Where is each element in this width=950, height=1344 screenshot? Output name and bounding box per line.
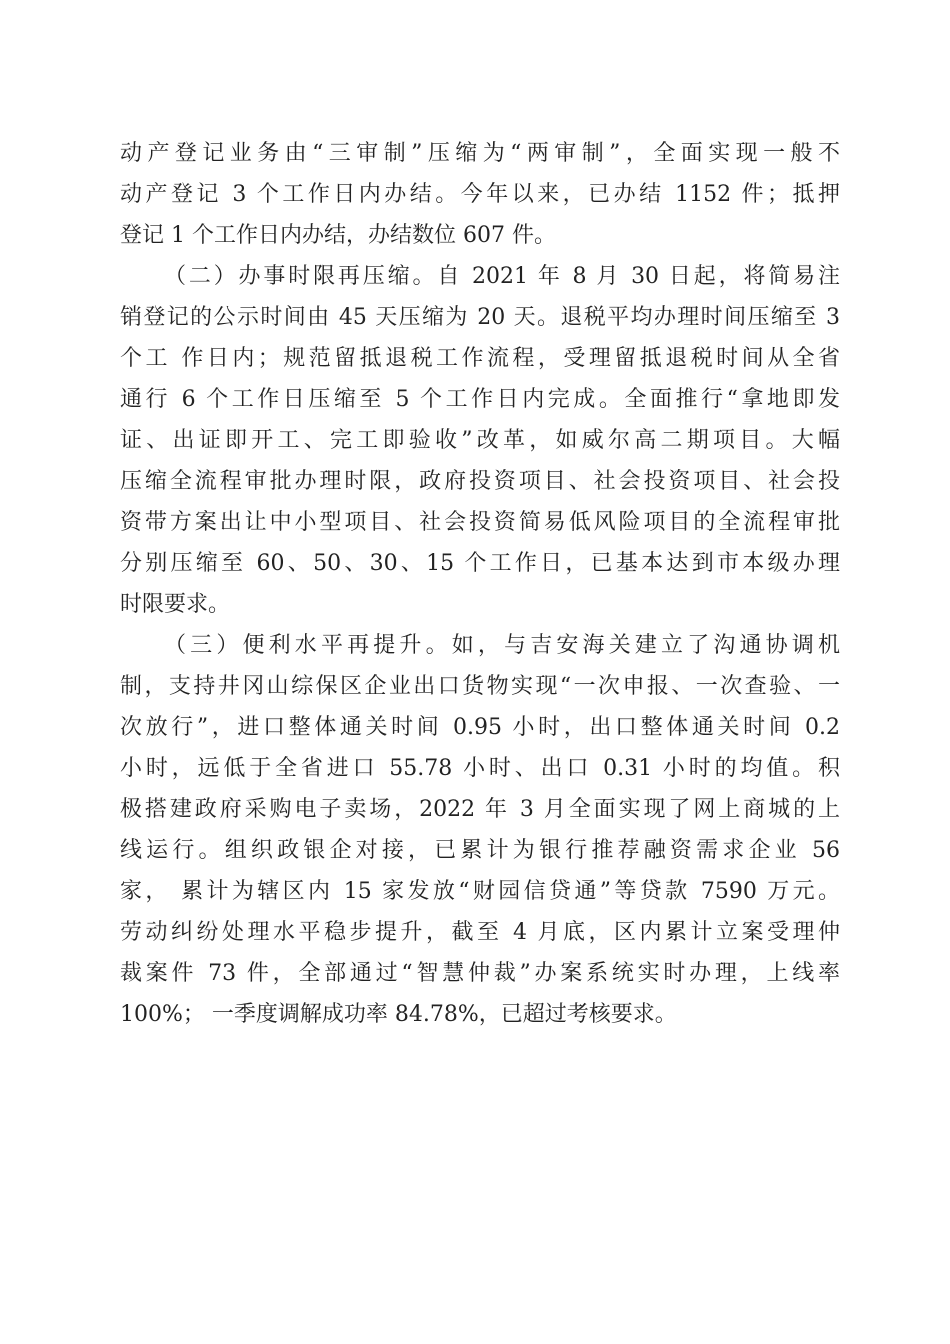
text-line: 家， 累计为辖区内 15 家发放“财园信贷通”等贷款 7590 万元。 bbox=[120, 879, 840, 904]
text-line: 时限要求。 bbox=[120, 592, 231, 617]
text-line: 分别压缩至 60、50、30、15 个工作日，已基本达到市本级办理 bbox=[120, 551, 840, 576]
text-line: 次放行”，进口整体通关时间 0.95 小时，出口整体通关时间 0.2 bbox=[120, 715, 840, 740]
paragraph-2 bbox=[120, 256, 840, 625]
text-line: 线运行。组织政银企对接，已累计为银行推荐融资需求企业 56 bbox=[120, 838, 840, 863]
text-line: 证、出证即开工、完工即验收”改革，如威尔高二期项目。大幅 bbox=[120, 428, 840, 453]
text-line: 个工 作日内；规范留抵退税工作流程，受理留抵退税时间从全省 bbox=[120, 346, 840, 371]
text-line: 通行 6 个工作日压缩至 5 个工作日内完成。全面推行“拿地即发 bbox=[120, 387, 840, 412]
text-line: 销登记的公示时间由 45 天压缩为 20 天。退税平均办理时间压缩至 3 bbox=[120, 305, 840, 330]
text-line: 劳动纠纷处理水平稳步提升，截至 4 月底，区内累计立案受理仲 bbox=[120, 920, 840, 945]
text-line: 裁案件 73 件，全部通过“智慧仲裁”办案系统实时办理，上线率 bbox=[120, 961, 840, 986]
text-line: （三）便利水平再提升。如，与吉安海关建立了沟通协调机 bbox=[164, 633, 840, 658]
text-line: 制，支持井冈山综保区企业出口货物实现“一次申报、一次查验、一 bbox=[120, 674, 840, 699]
paragraph-1 bbox=[120, 133, 840, 256]
text-line: 登记 1 个工作日内办结，办结数位 607 件。 bbox=[120, 223, 556, 248]
text-line: 小时，远低于全省进口 55.78 小时、出口 0.31 小时的均值。积 bbox=[120, 756, 840, 781]
text-line: 极搭建政府采购电子卖场，2022 年 3 月全面实现了网上商城的上 bbox=[120, 797, 840, 822]
text-line: （二）办事时限再压缩。自 2021 年 8 月 30 日起，将简易注 bbox=[164, 264, 840, 289]
text-line: 动产登记业务由“三审制”压缩为“两审制”，全面实现一般不 bbox=[120, 141, 840, 166]
document-body bbox=[120, 133, 840, 1035]
text-line: 资带方案出让中小型项目、社会投资简易低风险项目的全流程审批 bbox=[120, 510, 840, 535]
paragraph-3 bbox=[120, 625, 840, 1035]
text-line: 100%； 一季度调解成功率 84.78%，已超过考核要求。 bbox=[120, 1002, 677, 1027]
text-line: 动产登记 3 个工作日内办结。今年以来，已办结 1152 件；抵押 bbox=[120, 182, 840, 207]
text-line: 压缩全流程审批办理时限，政府投资项目、社会投资项目、社会投 bbox=[120, 469, 840, 494]
